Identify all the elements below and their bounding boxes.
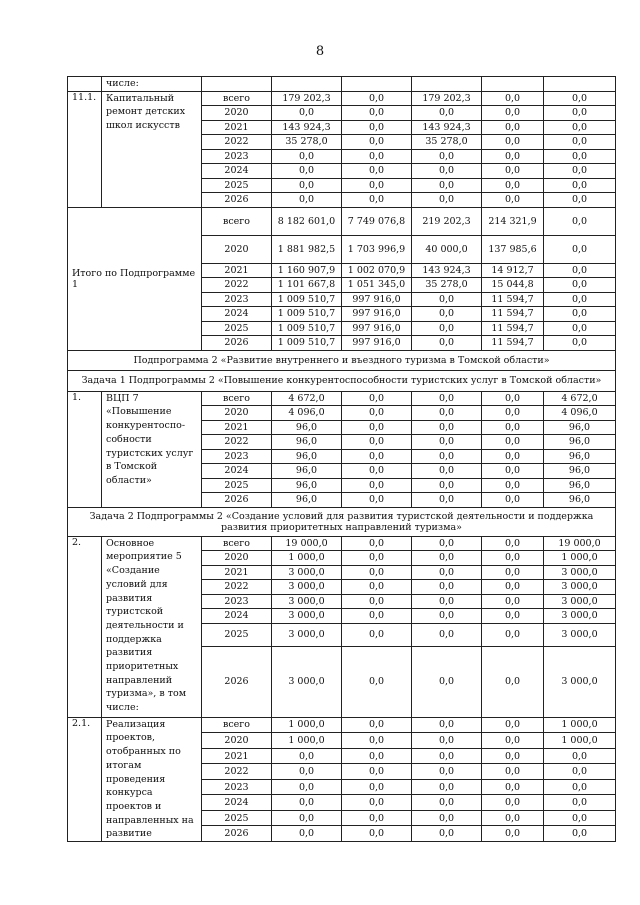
row-number: 2.1. xyxy=(68,717,102,841)
value-cell: 997 916,0 xyxy=(342,321,412,336)
value-cell: 96,0 xyxy=(544,449,616,464)
year-cell: 2024 xyxy=(202,307,272,322)
table-row xyxy=(68,717,616,733)
value-cell: 3 000,0 xyxy=(544,646,616,717)
row-name: Основное мероприятие 5 «Создание условий для развития туристской деятельности и поддержка развития приоритетных направлений туризма», в том числе: xyxy=(102,536,202,717)
year-cell: 2022 xyxy=(202,435,272,450)
value-cell: 0,0 xyxy=(482,551,544,566)
value-cell: 0,0 xyxy=(272,810,342,826)
value-cell: 0,0 xyxy=(412,336,482,351)
value-cell: 14 912,7 xyxy=(482,263,544,278)
value-cell: 0,0 xyxy=(482,106,544,121)
value-cell: 0,0 xyxy=(412,779,482,795)
value-cell: 0,0 xyxy=(482,764,544,780)
value-cell: 0,0 xyxy=(342,764,412,780)
value-cell: 0,0 xyxy=(412,307,482,322)
value-cell: 219 202,3 xyxy=(412,207,482,235)
top-fragment-row xyxy=(68,77,616,92)
value-cell: 0,0 xyxy=(412,321,482,336)
year-cell: всего xyxy=(202,536,272,551)
value-cell: 0,0 xyxy=(482,646,544,717)
value-cell: 96,0 xyxy=(272,478,342,493)
value-cell: 96,0 xyxy=(272,420,342,435)
value-cell: 0,0 xyxy=(412,764,482,780)
year-cell: 2025 xyxy=(202,321,272,336)
value-cell: 1 000,0 xyxy=(272,551,342,566)
value-cell: 1 160 907,9 xyxy=(272,263,342,278)
value-cell: 0,0 xyxy=(342,493,412,508)
year-cell: 2026 xyxy=(202,826,272,842)
value-cell: 0,0 xyxy=(482,464,544,479)
value-cell: 0,0 xyxy=(482,391,544,406)
value-cell: 0,0 xyxy=(482,623,544,646)
value-cell: 0,0 xyxy=(272,106,342,121)
itogo-label: Итого по Подпрограмме 1 xyxy=(68,207,202,350)
value-cell: 0,0 xyxy=(544,307,616,322)
value-cell: 0,0 xyxy=(412,646,482,717)
value-cell: 0,0 xyxy=(342,594,412,609)
value-cell: 3 000,0 xyxy=(272,623,342,646)
value-cell: 0,0 xyxy=(412,149,482,164)
year-cell: 2025 xyxy=(202,478,272,493)
value-cell: 0,0 xyxy=(412,106,482,121)
value-cell: 4 096,0 xyxy=(272,406,342,421)
section-row xyxy=(68,371,616,392)
value-cell: 0,0 xyxy=(482,493,544,508)
value-cell: 0,0 xyxy=(412,748,482,764)
value-cell: 3 000,0 xyxy=(544,594,616,609)
year-cell: 2023 xyxy=(202,779,272,795)
value-cell: 8 182 601,0 xyxy=(272,207,342,235)
year-cell: 2025 xyxy=(202,178,272,193)
year-cell: 2026 xyxy=(202,493,272,508)
value-cell: 0,0 xyxy=(412,420,482,435)
value-cell: 143 924,3 xyxy=(272,120,342,135)
value-cell: 4 672,0 xyxy=(544,391,616,406)
value-cell: 0,0 xyxy=(412,164,482,179)
value-cell: 3 000,0 xyxy=(272,580,342,595)
year-cell: всего xyxy=(202,391,272,406)
value-cell: 0,0 xyxy=(544,764,616,780)
task-title: Задача 2 Подпрограммы 2 «Создание условий для развития туристской деятельности и поддержка развития приоритетных направлений туризма» xyxy=(68,507,616,536)
value-cell: 1 002 070,9 xyxy=(342,263,412,278)
value-cell: 40 000,0 xyxy=(412,235,482,263)
value-cell: 214 321,9 xyxy=(482,207,544,235)
value-cell: 0,0 xyxy=(482,149,544,164)
value-cell: 0,0 xyxy=(412,493,482,508)
value-cell: 0,0 xyxy=(482,733,544,749)
value-cell: 179 202,3 xyxy=(272,91,342,106)
value-cell: 0,0 xyxy=(544,235,616,263)
value-cell: 0,0 xyxy=(272,795,342,811)
year-cell: 2026 xyxy=(202,336,272,351)
value-cell: 15 044,8 xyxy=(482,278,544,293)
year-cell: 2020 xyxy=(202,106,272,121)
value-cell: 179 202,3 xyxy=(412,91,482,106)
value-cell: 7 749 076,8 xyxy=(342,207,412,235)
value-cell: 1 881 982,5 xyxy=(272,235,342,263)
year-cell: 2024 xyxy=(202,795,272,811)
value-cell: 0,0 xyxy=(412,580,482,595)
value-cell: 0,0 xyxy=(342,164,412,179)
value-cell: 0,0 xyxy=(342,406,412,421)
value-cell: 96,0 xyxy=(544,435,616,450)
value-cell: 96,0 xyxy=(544,478,616,493)
value-cell: 0,0 xyxy=(482,420,544,435)
value-cell: 0,0 xyxy=(544,135,616,150)
value-cell: 3 000,0 xyxy=(544,580,616,595)
year-cell: 2025 xyxy=(202,810,272,826)
value-cell: 0,0 xyxy=(412,536,482,551)
value-cell: 0,0 xyxy=(272,779,342,795)
value-cell: 0,0 xyxy=(544,278,616,293)
section-row xyxy=(68,350,616,371)
value-cell: 1 000,0 xyxy=(272,717,342,733)
value-cell: 0,0 xyxy=(482,594,544,609)
value-cell: 0,0 xyxy=(342,91,412,106)
value-cell: 0,0 xyxy=(342,106,412,121)
value-cell: 0,0 xyxy=(272,748,342,764)
value-cell: 0,0 xyxy=(544,263,616,278)
value-cell: 0,0 xyxy=(482,193,544,208)
year-cell: 2026 xyxy=(202,646,272,717)
value-cell: 0,0 xyxy=(342,748,412,764)
value-cell: 0,0 xyxy=(272,826,342,842)
value-cell: 0,0 xyxy=(412,391,482,406)
value-cell: 0,0 xyxy=(342,149,412,164)
year-cell: 2022 xyxy=(202,278,272,293)
row-name: Капитальный ремонт детских школ искусств xyxy=(102,91,202,207)
value-cell: 0,0 xyxy=(412,464,482,479)
value-cell: 19 000,0 xyxy=(544,536,616,551)
value-cell: 0,0 xyxy=(482,135,544,150)
value-cell: 0,0 xyxy=(412,623,482,646)
value-cell: 3 000,0 xyxy=(272,609,342,624)
value-cell: 0,0 xyxy=(482,810,544,826)
value-cell: 0,0 xyxy=(482,406,544,421)
year-cell: 2026 xyxy=(202,193,272,208)
value-cell: 0,0 xyxy=(544,120,616,135)
value-cell: 0,0 xyxy=(342,435,412,450)
value-cell: 1 009 510,7 xyxy=(272,336,342,351)
year-cell: 2022 xyxy=(202,764,272,780)
value-cell: 1 009 510,7 xyxy=(272,307,342,322)
value-cell: 0,0 xyxy=(412,795,482,811)
value-cell: 0,0 xyxy=(272,149,342,164)
year-cell: 2021 xyxy=(202,263,272,278)
value-cell: 0,0 xyxy=(544,779,616,795)
value-cell: 0,0 xyxy=(544,178,616,193)
value-cell: 1 000,0 xyxy=(544,551,616,566)
year-cell: 2020 xyxy=(202,551,272,566)
value-cell: 0,0 xyxy=(412,826,482,842)
value-cell: 0,0 xyxy=(342,420,412,435)
value-cell: 0,0 xyxy=(342,717,412,733)
value-cell: 11 594,7 xyxy=(482,321,544,336)
value-cell: 0,0 xyxy=(412,810,482,826)
value-cell: 0,0 xyxy=(482,609,544,624)
value-cell: 35 278,0 xyxy=(272,135,342,150)
value-cell: 0,0 xyxy=(342,826,412,842)
section-row xyxy=(68,507,616,536)
year-cell: 2023 xyxy=(202,594,272,609)
value-cell: 96,0 xyxy=(544,464,616,479)
year-cell: 2020 xyxy=(202,406,272,421)
value-cell: 0,0 xyxy=(412,435,482,450)
row-number: 1. xyxy=(68,391,102,507)
value-cell: 0,0 xyxy=(482,779,544,795)
value-cell: 0,0 xyxy=(482,478,544,493)
value-cell: 0,0 xyxy=(272,193,342,208)
value-cell: 0,0 xyxy=(482,748,544,764)
year-cell: всего xyxy=(202,207,272,235)
value-cell: 11 594,7 xyxy=(482,307,544,322)
value-cell: 0,0 xyxy=(482,826,544,842)
value-cell: 0,0 xyxy=(482,795,544,811)
value-cell: 0,0 xyxy=(482,449,544,464)
value-cell: 0,0 xyxy=(544,91,616,106)
value-cell: 0,0 xyxy=(342,779,412,795)
year-cell: 2022 xyxy=(202,135,272,150)
value-cell: 3 000,0 xyxy=(544,609,616,624)
value-cell: 0,0 xyxy=(412,717,482,733)
value-cell: 0,0 xyxy=(342,120,412,135)
value-cell: 96,0 xyxy=(272,464,342,479)
year-cell: 2021 xyxy=(202,565,272,580)
value-cell: 1 009 510,7 xyxy=(272,292,342,307)
value-cell: 0,0 xyxy=(544,149,616,164)
table-row xyxy=(68,536,616,551)
value-cell: 96,0 xyxy=(544,493,616,508)
table-row xyxy=(68,207,616,235)
value-cell: 0,0 xyxy=(272,178,342,193)
year-cell: 2022 xyxy=(202,580,272,595)
year-cell: 2023 xyxy=(202,149,272,164)
value-cell: 0,0 xyxy=(412,478,482,493)
value-cell: 0,0 xyxy=(412,292,482,307)
value-cell: 0,0 xyxy=(342,464,412,479)
value-cell: 4 672,0 xyxy=(272,391,342,406)
value-cell: 0,0 xyxy=(412,594,482,609)
value-cell: 1 000,0 xyxy=(272,733,342,749)
value-cell: 0,0 xyxy=(544,164,616,179)
value-cell: 0,0 xyxy=(544,193,616,208)
value-cell: 35 278,0 xyxy=(412,135,482,150)
year-cell: 2024 xyxy=(202,164,272,179)
value-cell: 997 916,0 xyxy=(342,292,412,307)
value-cell: 96,0 xyxy=(544,420,616,435)
value-cell: 0,0 xyxy=(342,623,412,646)
row-number: 2. xyxy=(68,536,102,717)
value-cell: 0,0 xyxy=(544,795,616,811)
row-name: числе: xyxy=(102,77,202,92)
value-cell: 96,0 xyxy=(272,449,342,464)
value-cell: 0,0 xyxy=(482,120,544,135)
value-cell: 0,0 xyxy=(482,91,544,106)
value-cell: 0,0 xyxy=(342,135,412,150)
table-row xyxy=(68,391,616,406)
year-cell: 2025 xyxy=(202,623,272,646)
value-cell: 0,0 xyxy=(342,580,412,595)
value-cell: 0,0 xyxy=(342,536,412,551)
value-cell: 0,0 xyxy=(342,551,412,566)
year-cell: 2020 xyxy=(202,235,272,263)
year-cell: 2024 xyxy=(202,609,272,624)
year-cell: 2023 xyxy=(202,449,272,464)
value-cell: 3 000,0 xyxy=(544,565,616,580)
task-title: Задача 1 Подпрограммы 2 «Повышение конкурентоспособности туристских услуг в Томской области» xyxy=(68,371,616,392)
value-cell: 11 594,7 xyxy=(482,336,544,351)
value-cell: 0,0 xyxy=(342,478,412,493)
value-cell: 0,0 xyxy=(342,733,412,749)
value-cell: 96,0 xyxy=(272,435,342,450)
value-cell: 0,0 xyxy=(544,292,616,307)
value-cell: 997 916,0 xyxy=(342,307,412,322)
value-cell: 143 924,3 xyxy=(412,263,482,278)
value-cell: 0,0 xyxy=(544,810,616,826)
value-cell: 0,0 xyxy=(342,449,412,464)
year-cell: 2023 xyxy=(202,292,272,307)
value-cell: 0,0 xyxy=(544,748,616,764)
year-cell: 2021 xyxy=(202,120,272,135)
row-name: ВЦП 7 «Повышение конкурентоспо-собности туристских услуг в Томской области» xyxy=(102,391,202,507)
value-cell: 1 009 510,7 xyxy=(272,321,342,336)
budget-table xyxy=(67,76,616,842)
value-cell: 0,0 xyxy=(342,795,412,811)
page-number: 8 xyxy=(315,44,325,59)
value-cell: 4 096,0 xyxy=(544,406,616,421)
value-cell: 1 051 345,0 xyxy=(342,278,412,293)
value-cell: 0,0 xyxy=(544,336,616,351)
value-cell: 0,0 xyxy=(272,764,342,780)
value-cell: 3 000,0 xyxy=(272,646,342,717)
value-cell: 1 000,0 xyxy=(544,733,616,749)
year-cell: 2020 xyxy=(202,733,272,749)
value-cell: 137 985,6 xyxy=(482,235,544,263)
value-cell: 0,0 xyxy=(342,391,412,406)
year-cell: 2024 xyxy=(202,464,272,479)
value-cell: 0,0 xyxy=(412,193,482,208)
value-cell: 0,0 xyxy=(544,106,616,121)
value-cell: 11 594,7 xyxy=(482,292,544,307)
table-row xyxy=(68,91,616,106)
value-cell: 997 916,0 xyxy=(342,336,412,351)
value-cell: 0,0 xyxy=(482,580,544,595)
value-cell: 0,0 xyxy=(412,565,482,580)
value-cell: 0,0 xyxy=(342,810,412,826)
value-cell: 0,0 xyxy=(272,164,342,179)
value-cell: 19 000,0 xyxy=(272,536,342,551)
value-cell: 0,0 xyxy=(412,609,482,624)
value-cell: 1 703 996,9 xyxy=(342,235,412,263)
value-cell: 0,0 xyxy=(412,406,482,421)
value-cell: 0,0 xyxy=(482,536,544,551)
value-cell: 0,0 xyxy=(544,321,616,336)
value-cell: 96,0 xyxy=(272,493,342,508)
row-number: 11.1. xyxy=(68,91,102,207)
row-name: Реализация проектов, отобранных по итогам проведения конкурса проектов и направленных на развитие xyxy=(102,717,202,841)
value-cell: 0,0 xyxy=(412,178,482,193)
value-cell: 1 101 667,8 xyxy=(272,278,342,293)
year-cell: 2021 xyxy=(202,420,272,435)
value-cell: 3 000,0 xyxy=(272,565,342,580)
value-cell: 0,0 xyxy=(342,178,412,193)
value-cell: 0,0 xyxy=(482,164,544,179)
value-cell: 0,0 xyxy=(342,646,412,717)
value-cell: 0,0 xyxy=(544,826,616,842)
value-cell: 1 000,0 xyxy=(544,717,616,733)
value-cell: 0,0 xyxy=(482,565,544,580)
value-cell: 0,0 xyxy=(412,733,482,749)
value-cell: 0,0 xyxy=(482,178,544,193)
value-cell: 0,0 xyxy=(482,435,544,450)
value-cell: 0,0 xyxy=(482,717,544,733)
value-cell: 0,0 xyxy=(412,551,482,566)
value-cell: 0,0 xyxy=(342,193,412,208)
value-cell: 35 278,0 xyxy=(412,278,482,293)
value-cell: 3 000,0 xyxy=(272,594,342,609)
value-cell: 0,0 xyxy=(412,449,482,464)
value-cell: 0,0 xyxy=(342,565,412,580)
subprogram-title: Подпрограмма 2 «Развитие внутреннего и въездного туризма в Томской области» xyxy=(68,350,616,371)
value-cell: 3 000,0 xyxy=(544,623,616,646)
value-cell: 0,0 xyxy=(342,609,412,624)
value-cell: 143 924,3 xyxy=(412,120,482,135)
year-cell: 2021 xyxy=(202,748,272,764)
value-cell: 0,0 xyxy=(544,207,616,235)
year-cell: всего xyxy=(202,717,272,733)
year-cell: всего xyxy=(202,91,272,106)
